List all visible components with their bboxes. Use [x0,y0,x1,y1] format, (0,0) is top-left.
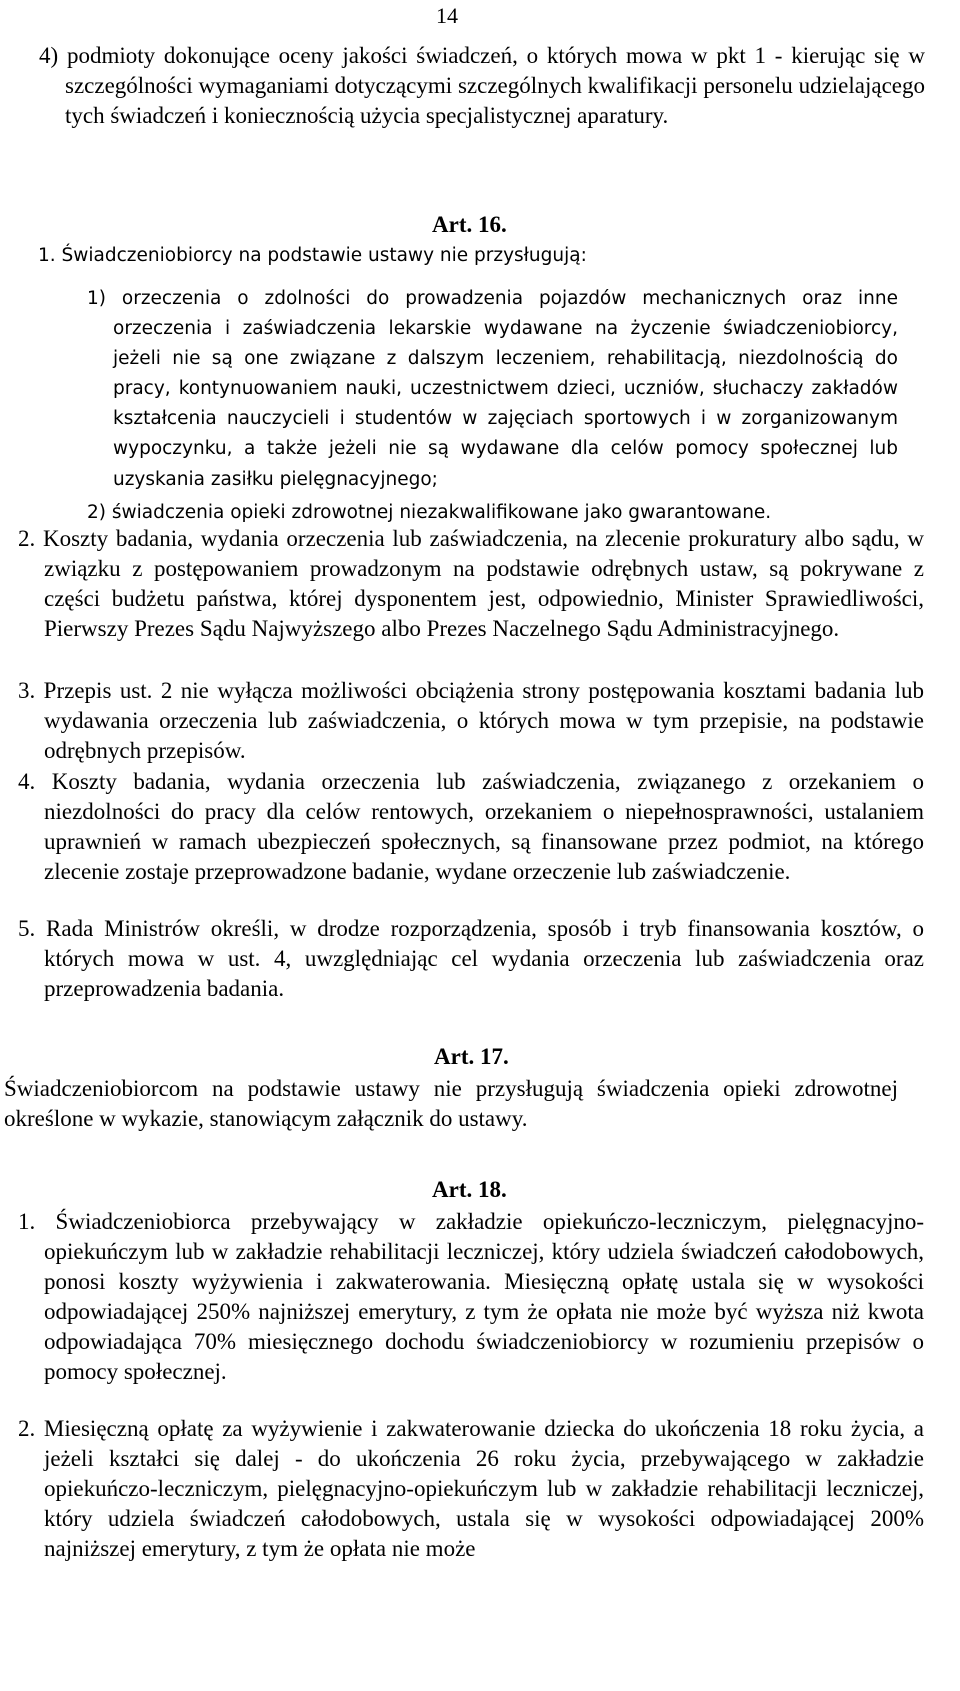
art16-heading: Art. 16. [432,212,507,237]
art17-heading: Art. 17. [434,1044,509,1069]
art16-paragraph-3: 3. Przepis ust. 2 nie wyłącza możliwości obciążenia strony postępowania kosztami badania lub wydawania orzeczenia lub zaświadczenia, o których mowa w tym przepisie, na podstawie odrębnych przepisów. [18,678,924,763]
page-number: 14 [436,3,458,28]
art17-paragraph-1: Świadczeniobiorcom na podstawie ustawy nie przysługują świadczenia opieki zdrowotnej określone w wykazie, stanowiącym załącznik do ustawy. [4,1076,898,1131]
art16-paragraph-2: 2. Koszty badania, wydania orzeczenia lub zaświadczenia, na zlecenie prokuratury albo sądu, w związku z postępowaniem prowadzonym na podstawie odrębnych ustaw, są pokrywane z części budżetu państwa, której dysponentem jest, odpowiednio, Minister Sprawiedliwości, Pierwszy Prezes Sądu Najwyższego albo Prezes Naczelnego Sądu Administracyjnego. [18,526,924,641]
art18-heading: Art. 18. [432,1177,507,1202]
art16-paragraph-1: 1. Świadczeniobiorcy na podstawie ustawy nie przysługują: [38,245,587,266]
art18-paragraph-2: 2. Miesięczną opłatę za wyżywienie i zakwaterowanie dziecka do ukończenia 18 roku życia, a jeżeli kształci się dalej - do ukończenia 26 roku życia, przebywającego w zakładzie opiekuńczo-leczniczym, pielęgnacyjno-opiekuńczym lub w zakładzie rehabilitacji leczniczej, który udziela świadczeń całodobowych, ustala się w wysokości odpowiadającej 200% najniższej emerytury, z tym że opłata nie może [18,1416,924,1561]
intro-item-4: 4) podmioty dokonujące oceny jakości świadczeń, o których mowa w pkt 1 - kierując się w szczególności wymaganiami dotyczącymi szczególnych kwalifikacji personelu udzielającego tych świadczeń i koniecznością użycia specjalistycznej aparatury. [39,43,925,128]
art18-paragraph-1: 1. Świadczeniobiorca przebywający w zakładzie opiekuńczo-leczniczym, pielęgnacyjno-opiekuńczym lub w zakładzie rehabilitacji leczniczej, który udziela świadczeń całodobowych, ponosi koszty wyżywienia i zakwaterowania. Miesięczną opłatę ustala się w wysokości odpowiadającej 250% najniższej emerytury, z tym że opłata nie może być wyższa niż kwota odpowiadająca 70% miesięcznego dochodu świadczeniobiorcy w rozumieniu przepisów o pomocy społecznej. [18,1209,924,1384]
art16-paragraph-5: 5. Rada Ministrów określi, w drodze rozporządzenia, sposób i tryb finansowania kosztów, o których mowa w ust. 4, uwzględniając cel wydania orzeczenia lub zaświadczenia oraz przeprowadzenia badania. [18,916,924,1001]
art16-list [87,284,898,528]
art16-list-item-2: 2) świadczenia opieki zdrowotnej niezakwalifikowane jako gwarantowane. [87,501,772,523]
art16-paragraph-4: 4. Koszty badania, wydania orzeczenia lub zaświadczenia, związanego z orzekaniem o niezdolności do pracy dla celów rentowych, orzekaniem o niepełnosprawności, ustalaniem uprawnień w ramach ubezpieczeń społecznych, są finansowane przez podmiot, na którego zlecenie zostaje przeprowadzone badanie, wydane orzeczenie lub zaświadczenie. [18,769,924,884]
art16-list-item-1: 1) orzeczenia o zdolności do prowadzenia pojazdów mechanicznych oraz inne orzeczenia i zaświadczenia lekarskie wydawane na życzenie świadczeniobiorcy, jeżeli nie są one związane z dalszym leczeniem, rehabilitacją, niezdolnością do pracy, kontynuowaniem nauki, uczestnictwem dzieci, uczniów, słuchaczy zakładów kształcenia nauczycieli i studentów w zajęciach sportowych i w zorganizowanym wypoczynku, a także jeżeli nie są wydawane dla celów pomocy społecznej lub uzyskania zasiłku pielęgnacyjnego; [87,288,898,490]
